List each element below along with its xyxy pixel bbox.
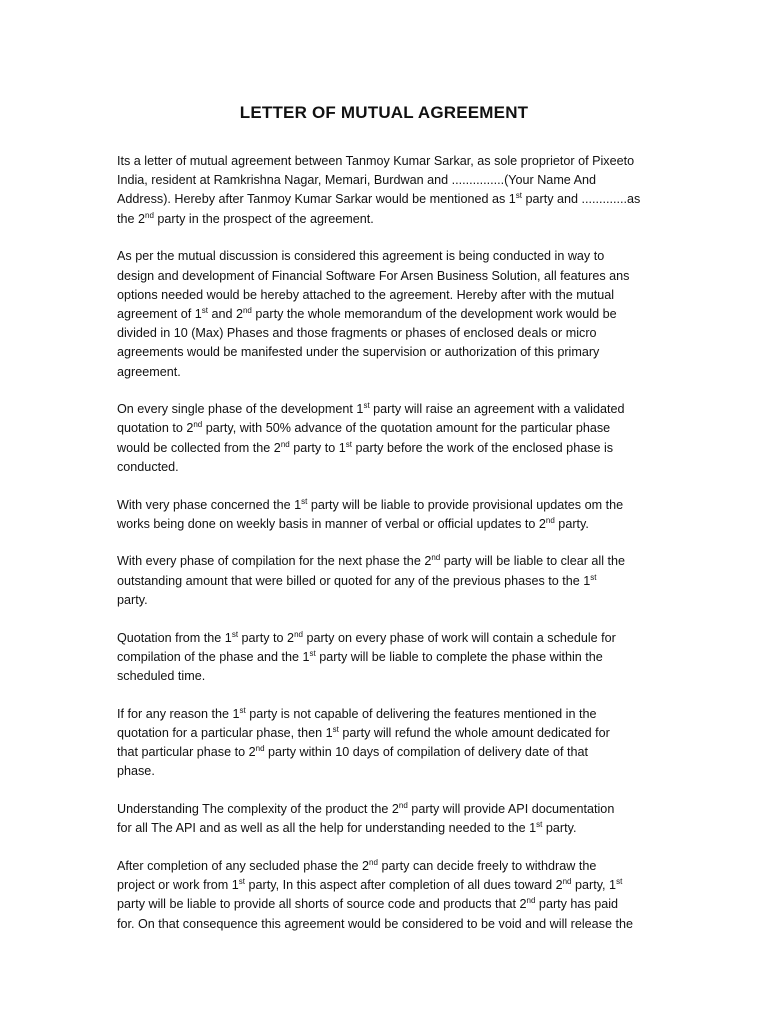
paragraph-line: divided in 10 (Max) Phases and those fragments or phases of enclosed deals or micro xyxy=(117,326,597,341)
paragraph-line: outstanding amount that were billed or quoted for any of the previous phases to the 1st xyxy=(117,572,597,588)
paragraph-line: options needed would be hereby attached to the agreement. Hereby after with the mutual xyxy=(117,287,615,302)
paragraph-line: Its a letter of mutual agreement between Tanmoy Kumar Sarkar, as sole proprietor of Pixeeto xyxy=(117,154,635,168)
paragraph-line: agreement. xyxy=(117,364,181,379)
paragraph-line: With very phase concerned the 1st party will be liable to provide provisional updates om the xyxy=(117,496,624,512)
document-body xyxy=(117,152,651,952)
paragraph-line: for. On that consequence this agreement would be considered to be void and will release the xyxy=(117,916,633,931)
paragraph-line: design and development of Financial Software For Arsen Business Solution, all features ans xyxy=(117,268,630,283)
paragraph-line: party will be liable to provide all shorts of source code and products that 2nd party has paid xyxy=(117,896,619,912)
paragraph-line: agreements would be manifested under the supervision or authorization of this primary xyxy=(117,345,600,360)
paragraph xyxy=(117,800,651,838)
paragraph xyxy=(117,400,651,477)
paragraph-line: Quotation from the 1st party to 2nd party on every phase of work will contain a schedule for xyxy=(117,629,616,645)
paragraph xyxy=(117,857,651,934)
paragraph-line: As per the mutual discussion is considered this agreement is being conducted in way to xyxy=(117,249,605,264)
paragraph-line: phase. xyxy=(117,764,155,779)
paragraph-line: works being done on weekly basis in manner of verbal or official updates to 2nd party. xyxy=(117,515,589,531)
paragraph-line: for all The API and as well as all the help for understanding needed to the 1st party. xyxy=(117,820,577,836)
paragraph-line: quotation for a particular phase, then 1st party will refund the whole amount dedicated for xyxy=(117,724,610,740)
paragraph-line: On every single phase of the development 1st party will raise an agreement with a validated xyxy=(117,401,625,417)
paragraph-line: Understanding The complexity of the product the 2nd party will provide API documentation xyxy=(117,800,615,816)
paragraph-line: would be collected from the 2nd party to 1st party before the work of the enclosed phase is xyxy=(117,439,614,455)
paragraph-line: scheduled time. xyxy=(117,668,206,683)
paragraph-line: agreement of 1st and 2nd party the whole memorandum of the development work would be xyxy=(117,305,617,321)
paragraph xyxy=(117,496,651,534)
paragraph-line: project or work from 1st party, In this aspect after completion of all dues toward 2nd party, 1st xyxy=(117,876,623,893)
paragraph-line: With every phase of compilation for the next phase the 2nd party will be liable to clear all the xyxy=(117,553,626,569)
paragraph-line: that particular phase to 2nd party within 10 days of compilation of delivery date of that xyxy=(117,743,588,760)
document-title: LETTER OF MUTUAL AGREEMENT xyxy=(239,103,529,122)
paragraph xyxy=(117,552,651,610)
paragraph-line: conducted. xyxy=(117,459,179,474)
paragraph-line: After completion of any secluded phase the 2nd party can decide freely to withdraw the xyxy=(117,857,597,873)
paragraph-line: party. xyxy=(117,592,148,607)
paragraph xyxy=(117,152,651,229)
paragraph-line: If for any reason the 1st party is not capable of delivering the features mentioned in the xyxy=(117,705,597,721)
paragraph xyxy=(117,705,651,782)
paragraph-line: India, resident at Ramkrishna Nagar, Memari, Burdwan and ...............(Your Name And xyxy=(117,173,597,188)
paragraph xyxy=(117,629,651,687)
paragraph-line: Address). Hereby after Tanmoy Kumar Sarkar would be mentioned as 1st party and .............as xyxy=(117,191,641,207)
paragraph xyxy=(117,247,651,381)
paragraph-line: quotation to 2nd party, with 50% advance of the quotation amount for the particular phase xyxy=(117,420,611,436)
paragraph-line: compilation of the phase and the 1st party will be liable to complete the phase within the xyxy=(117,648,603,664)
paragraph-line: the 2nd party in the prospect of the agreement. xyxy=(117,210,374,226)
